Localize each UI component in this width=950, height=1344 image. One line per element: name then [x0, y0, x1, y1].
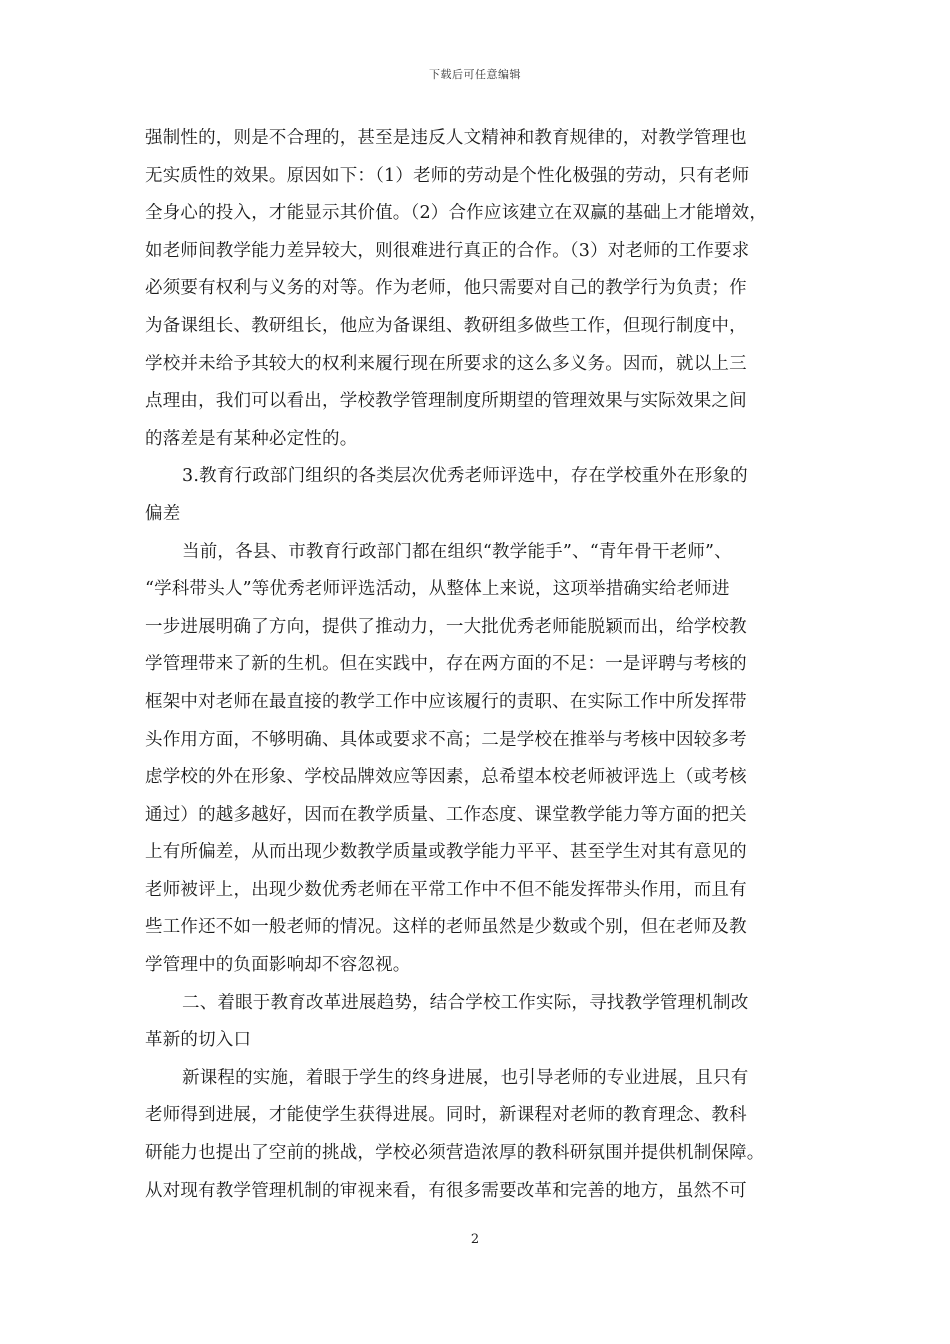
- body-line: 强制性的，则是不合理的，甚至是违反人文精神和教育规律的，对教学管理也: [145, 128, 747, 148]
- body-line: 学校并未给予其较大的权利来履行现在所要求的这么多义务。因而，就以上三: [145, 353, 747, 374]
- document-body: [145, 120, 810, 1210]
- page-number: 2: [470, 1232, 480, 1247]
- section-heading-line: 革新的切入口: [145, 1030, 252, 1051]
- body-line: 老师被评上，出现少数优秀老师在平常工作中不但不能发挥带头作用，而且有: [145, 879, 747, 900]
- page-header-note: 下载后可任意编辑: [429, 68, 521, 81]
- body-line: 虑学校的外在形象、学校品牌效应等因素，总希望本校老师被评选上（或考核: [145, 767, 747, 788]
- body-line: 为备课组长、教研组长，他应为备课组、教研组多做些工作，但现行制度中，: [145, 315, 747, 336]
- body-line: 当前，各县、市教育行政部门都在组织“教学能手”、“青年骨干老师”、: [182, 541, 732, 562]
- body-line: 研能力也提出了空前的挑战，学校必须营造浓厚的教科研氛围并提供机制保障。: [145, 1143, 765, 1164]
- body-line: 框架中对老师在最直接的教学工作中应该履行的责职、在实际工作中所发挥带: [145, 691, 747, 712]
- body-line: “学科带头人”等优秀老师评选活动，从整体上来说，这项举措确实给老师进: [145, 579, 730, 600]
- section-heading-line: 3.教育行政部门组织的各类层次优秀老师评选中，存在学校重外在形象的: [182, 466, 748, 487]
- section-heading-line: 二、着眼于教育改革进展趋势，结合学校工作实际，寻找教学管理机制改: [182, 992, 749, 1013]
- body-line: 通过）的越多越好，因而在教学质量、工作态度、课堂教学能力等方面的把关: [145, 804, 747, 825]
- body-line: 老师得到进展，才能使学生获得进展。同时，新课程对老师的教育理念、教科: [145, 1105, 747, 1126]
- body-line: 学管理带来了新的生机。但在实践中，存在两方面的不足：一是评聘与考核的: [145, 654, 747, 675]
- body-line: 上有所偏差，从而出现少数教学质量或教学能力平平、甚至学生对其有意见的: [145, 842, 747, 863]
- section-heading-line: 偏差: [145, 503, 181, 524]
- body-line: 头作用方面，不够明确、具体或要求不高；二是学校在推举与考核中因较多考: [145, 729, 747, 750]
- body-line: 点理由，我们可以看出，学校教学管理制度所期望的管理效果与实际效果之间: [145, 391, 747, 412]
- body-line: 的落差是有某种必定性的。: [145, 428, 358, 449]
- body-line: 全身心的投入，才能显示其价值。（2）合作应该建立在双赢的基础上才能增效，: [145, 203, 768, 224]
- body-line: 些工作还不如一般老师的情况。这样的老师虽然是少数或个别，但在老师及教: [145, 917, 747, 938]
- body-line: 学管理中的负面影响却不容忽视。: [145, 955, 411, 976]
- body-line: 无实质性的效果。原因如下：（1）老师的劳动是个性化极强的劳动，只有老师: [145, 165, 750, 186]
- body-line: 如老师间教学能力差异较大，则很难进行真正的合作。（3）对老师的工作要求: [145, 240, 750, 261]
- body-line: 一步进展明确了方向，提供了推动力，一大批优秀老师能脱颖而出，给学校教: [145, 616, 747, 637]
- body-line: 必须要有权利与义务的对等。作为老师，他只需要对自己的教学行为负责；作: [145, 278, 747, 299]
- body-line: 从对现有教学管理机制的审视来看，有很多需要改革和完善的地方，虽然不可: [145, 1180, 747, 1201]
- body-line: 新课程的实施，着眼于学生的终身进展，也引导老师的专业进展，且只有: [182, 1067, 749, 1088]
